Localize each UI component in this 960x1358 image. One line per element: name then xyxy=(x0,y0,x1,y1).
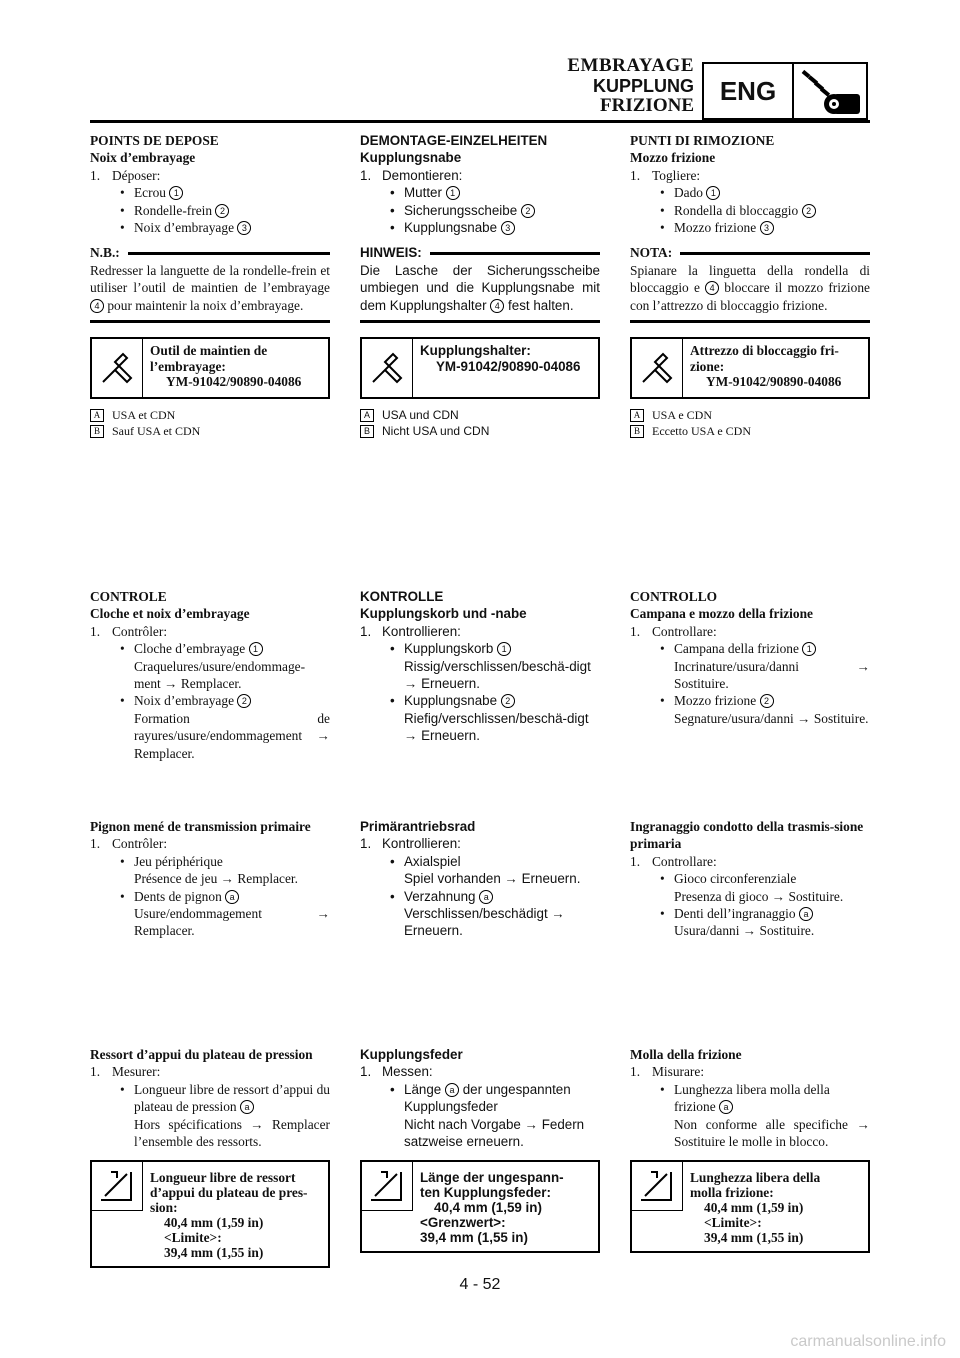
list-item: • Dents de pignon a xyxy=(90,888,330,905)
engine-wrench-icon xyxy=(796,66,864,118)
caliper-icon xyxy=(632,1162,683,1211)
note-end-rule xyxy=(90,320,330,323)
note-text: Die Lasche der Sicherungsscheibe umbiegen und die Kupplungsnabe mit dem Kupplungshalter 4 fest halten. xyxy=(360,262,600,313)
section-badge xyxy=(702,62,868,120)
header-titles xyxy=(567,56,694,116)
title-fr: EMBRAYAGE xyxy=(567,55,694,76)
spec-box: Longueur libre de ressort d’appui du plateau de pres- sion: 40,4 mm (1,59 in) <Limite>: 39,4 mm (1,55 in) xyxy=(90,1160,330,1268)
list-item: • Rondella di bloccaggio 2 xyxy=(630,202,870,219)
watermark: carmanualsonline.info xyxy=(790,1333,946,1350)
list-item: • Lunghezza libera molla della frizione a xyxy=(660,1081,830,1115)
title-it: FRIZIONE xyxy=(600,95,694,116)
note-header: N.B.: xyxy=(90,244,330,261)
callout-number: 2 xyxy=(215,204,229,218)
gear-section-de: Primärantriebsrad 1. Kontrollieren: • Axialspiel Spiel vorhanden → Erneuern. • Verzahnung a Verschlissen/beschädigt → Erneuern. xyxy=(360,818,600,940)
spec-box: Länge der ungespann- ten Kupplungsfeder: 40,4 mm (1,59 in) <Grenzwert>: 39,4 mm (1,55 in) xyxy=(360,1160,600,1253)
tool-icon xyxy=(632,339,683,397)
section-label: ENG xyxy=(704,64,794,118)
list-item: • Campana della frizione 1 xyxy=(630,640,870,657)
spring-section-it: Molla della frizione 1. Misurare: • Lunghezza libera molla della frizione a Non conforme alle specifiche → Sostituire le molle in blocco. Lunghezza libera della molla frizione: 40,4 mm (1,59 in) <Limite>: 39,4 mm (1,55 in) xyxy=(630,1046,870,1253)
list-item: • Dado 1 xyxy=(630,184,870,201)
gear-section-it: Ingranaggio condotto della trasmis-sione primaria 1. Controllare: • Gioco circonferenziale Presenza di gioco → Sostituire. • Denti dell’ingranaggio a Usura/danni → Sostituire. xyxy=(630,818,870,940)
removal-title: POINTS DE DEPOSE xyxy=(90,133,219,148)
title-de: KUPPLUNG xyxy=(592,76,694,96)
note-text: Redresser la languette de la rondelle-frein et utiliser l’outil de maintien de l’embrayage 4 pour maintenir la noix d’embrayage. xyxy=(90,262,330,313)
region-legend: A USA e CDN B Eccetto USA e CDN xyxy=(630,407,870,439)
list-item: • Mozzo frizione 2 xyxy=(630,692,870,709)
list-item: • Cloche d’embrayage 1 xyxy=(90,640,330,657)
caliper-icon xyxy=(92,1162,143,1211)
list-item: • Mozzo frizione 3 xyxy=(630,219,870,236)
list-item: • Noix d’embrayage 2 xyxy=(90,692,330,709)
list-item: • Noix d’embrayage 3 xyxy=(90,219,330,236)
check-section-de: KONTROLLE Kupplungskorb und -nabe 1. Kontrollieren: • Kupplungskorb 1 Rissig/verschlissen/beschä-digt → Erneuern. • Kupplungsnabe 2 Riefig/verschlissen/beschä-digt → Erneuern. xyxy=(360,588,600,745)
list-item: • Mutter 1 xyxy=(360,184,600,201)
special-tool-box: Outil de maintien de l’embrayage: YM-91042/90890-04086 xyxy=(90,337,330,399)
list-item: • Longueur libre de ressort d’appui du plateau de pression a xyxy=(120,1081,330,1115)
list-item: • Kupplungskorb 1 xyxy=(360,640,600,657)
region-legend: A USA und CDN B Nicht USA und CDN xyxy=(360,407,600,439)
list-item: • Kupplungsnabe 2 xyxy=(360,692,600,709)
note-header: HINWEIS: xyxy=(360,244,600,261)
removal-section-fr: POINTS DE DEPOSE Noix d’embrayage 1. Déposer: • Ecrou 1 • Rondelle-frein 2 • Noix d’embrayage 3 N.B.: Redresser la languette de la rondelle-frein et utiliser l’outil de maintien de l’embrayage 4 pour maintenir la noix d’embrayage. Outil de maintien de l’embrayage: YM-91042/90890-04086 A USA et CDN B Sauf USA et CDN xyxy=(90,133,330,439)
removal-section-de: DEMONTAGE-EINZELHEITEN Kupplungsnabe 1. Demontieren: • Mutter 1 • Sicherungsscheibe 2 • Kupplungsnabe 3 HINWEIS: Die Lasche der Sicherungsscheibe umbiegen und die Kupplungsnabe mit dem Kupplungshalter 4 fest halten. Kupplungshalter: YM-91042/90890-04086 A USA und CDN B Nicht USA und CDN xyxy=(360,133,600,439)
page-number: 4 - 52 xyxy=(459,1276,501,1293)
special-tool-box: Kupplungshalter: YM-91042/90890-04086 xyxy=(360,337,600,399)
list-item: • Gioco circonferenziale xyxy=(660,871,797,887)
spring-section-de: Kupplungsfeder 1. Messen: • Länge a der ungespannten Kupplungsfeder Nicht nach Vorgabe → Federn satzweise erneuern. Länge der ungespann- ten Kupplungsfeder: 40,4 mm (1,59 in) <Grenzwert>: 39,4 mm (1,55 in) xyxy=(360,1046,600,1253)
list-item: • Axialspiel xyxy=(390,853,461,869)
check-section-it: CONTROLLO Campana e mozzo della frizione 1. Controllare: • Campana della frizione 1 Incrinature/usura/danni → Sostituire. • Mozzo frizione 2 Segnature/usura/danni → Sostituire. xyxy=(630,589,870,726)
caliper-icon xyxy=(362,1162,413,1211)
removal-section-it: PUNTI DI RIMOZIONE Mozzo frizione 1. Togliere: • Dado 1 • Rondella di bloccaggio 2 • Mozzo frizione 3 NOTA: Spianare la linguetta della rondella di bloccaggio e 4 bloccare il mozzo frizione con l’attrezzo di bloccaggio frizione. Attrezzo di bloccaggio fri- zione: YM-91042/90890-04086 A USA e CDN B Eccetto USA e CDN xyxy=(630,133,870,439)
note-text: Spianare la linguetta della rondella di bloccaggio e 4 bloccare il mozzo frizione con l’attrezzo di bloccaggio frizione. xyxy=(630,262,870,313)
special-tool-box: Attrezzo di bloccaggio fri- zione: YM-91042/90890-04086 xyxy=(630,337,870,399)
region-legend: A USA et CDN B Sauf USA et CDN xyxy=(90,407,330,439)
list-item: • Jeu périphérique xyxy=(120,853,223,869)
list-item: • Länge a der ungespannten Kupplungsfeder xyxy=(390,1081,571,1115)
list-item: • Rondelle-frein 2 xyxy=(90,202,330,219)
note-header: NOTA: xyxy=(630,244,870,261)
callout-number: 1 xyxy=(169,186,183,200)
tool-icon xyxy=(362,339,413,397)
list-item: • Verzahnung a xyxy=(360,888,600,905)
gear-section-fr: Pignon mené de transmission primaire 1. Contrôler: • Jeu périphérique Présence de jeu → Remplacer. • Dents de pignon a Usure/endommagement → Remplacer. xyxy=(90,819,330,939)
list-item: • Denti dell’ingranaggio a xyxy=(630,905,870,922)
tool-icon xyxy=(92,339,143,397)
list-item: • Ecrou 1 xyxy=(90,184,330,201)
list-item: • Sicherungsscheibe 2 xyxy=(360,202,600,219)
spec-box: Lunghezza libera della molla frizione: 40,4 mm (1,59 in) <Limite>: 39,4 mm (1,55 in) xyxy=(630,1160,870,1253)
removal-subtitle: Noix d’embrayage xyxy=(90,150,196,166)
callout-number: 3 xyxy=(237,221,251,235)
check-section-fr: CONTROLE Cloche et noix d’embrayage 1. Contrôler: • Cloche d’embrayage 1 Craquelures/usure/endommage-ment → Remplacer. • Noix d’embrayage 2 Formation de rayures/usure/endommagement → Remplacer. xyxy=(90,589,330,761)
list-item: • Kupplungsnabe 3 xyxy=(360,219,600,236)
spring-section-fr: Ressort d’appui du plateau de pression 1. Mesurer: • Longueur libre de ressort d’appui du plateau de pression a Hors spécifications → Remplacer l’ensemble des ressorts. Longueur libre de ressort d’appui du plateau de pres- sion: 40,4 mm (1,59 in) <Limite>: 39,4 mm (1,55 in) xyxy=(90,1046,330,1268)
header-rule xyxy=(90,120,870,123)
